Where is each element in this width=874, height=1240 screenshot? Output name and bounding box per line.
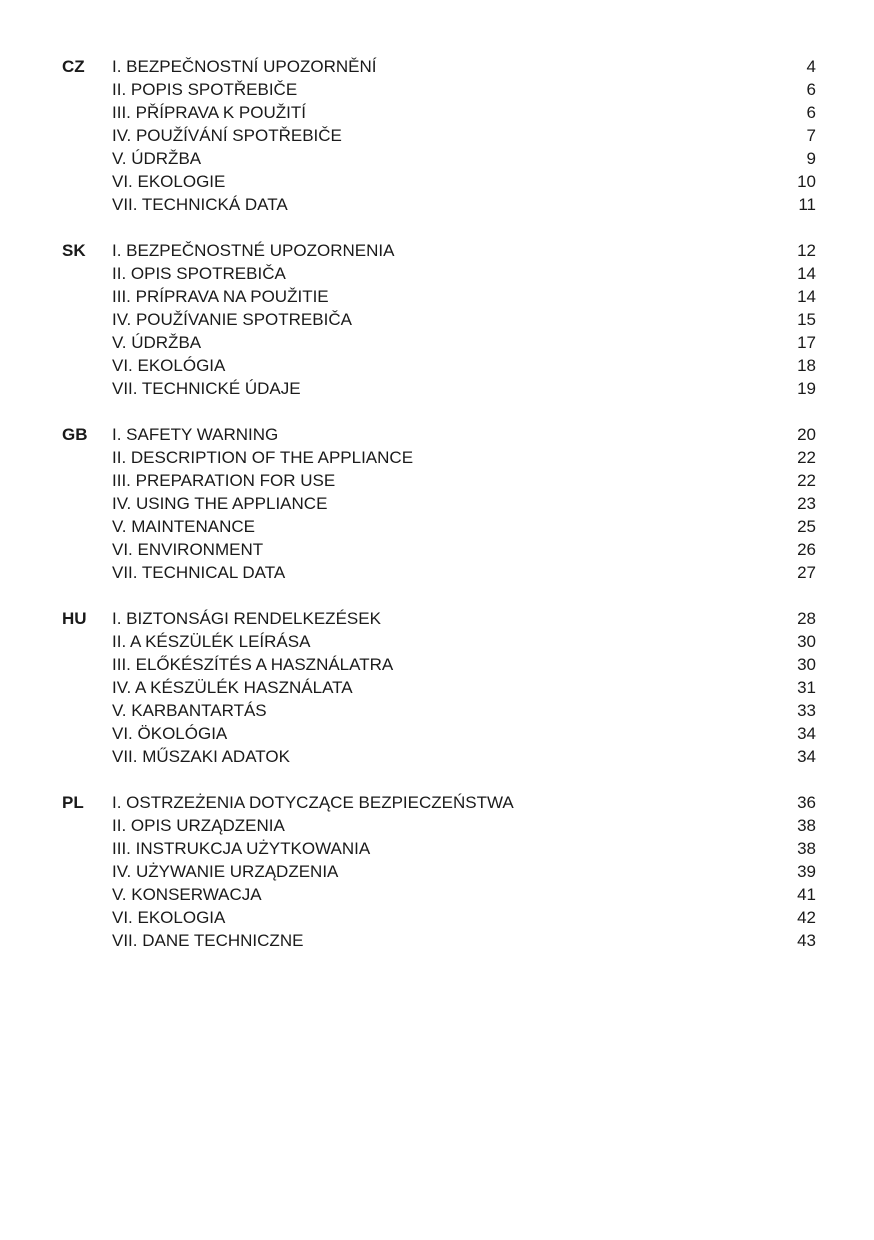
toc-entry-title: V. MAINTENANCE bbox=[112, 517, 255, 536]
toc-entry-page: 23 bbox=[797, 494, 816, 513]
toc-entry-page: 11 bbox=[798, 195, 816, 214]
section-language-code: HU bbox=[62, 609, 87, 628]
toc-entry bbox=[0, 837, 874, 860]
toc-entry-title: III. PREPARATION FOR USE bbox=[112, 471, 336, 490]
toc-entry-page: 6 bbox=[806, 103, 816, 122]
toc-entry bbox=[0, 492, 874, 515]
toc-entry-page: 9 bbox=[806, 149, 816, 168]
toc-entry bbox=[0, 515, 874, 538]
toc-entry-title: III. PRÍPRAVA NA POUŽITIE bbox=[112, 287, 329, 306]
toc-entry bbox=[0, 262, 874, 285]
toc-entry-page: 42 bbox=[797, 908, 816, 927]
toc-entry bbox=[0, 814, 874, 837]
toc-entry-title: VI. ÖKOLÓGIA bbox=[112, 724, 228, 743]
toc-entry-title: IV. USING THE APPLIANCE bbox=[112, 494, 328, 513]
toc-entry-page: 39 bbox=[797, 862, 816, 881]
toc-entry bbox=[0, 170, 874, 193]
section-language-code: GB bbox=[62, 425, 88, 444]
toc-entry-page: 33 bbox=[797, 701, 816, 720]
toc-entry-title: II. POPIS SPOTŘEBIČE bbox=[112, 80, 298, 99]
toc-entry-title: V. KARBANTARTÁS bbox=[112, 701, 267, 720]
toc-entry-title: IV. POUŽÍVÁNÍ SPOTŘEBIČE bbox=[112, 126, 342, 145]
toc-entry-title: I. OSTRZEŻENIA DOTYCZĄCE BEZPIECZEŃSTWA bbox=[112, 793, 514, 812]
toc-entry bbox=[0, 561, 874, 584]
toc-entry bbox=[0, 78, 874, 101]
toc-entry-title: I. BEZPEČNOSTNÉ UPOZORNENIA bbox=[112, 241, 395, 260]
toc-entry bbox=[0, 860, 874, 883]
toc-entry-page: 43 bbox=[797, 931, 816, 950]
toc-entry-list bbox=[0, 423, 874, 584]
toc-entry-title: VI. EKOLOGIE bbox=[112, 172, 226, 191]
toc-entry-page: 12 bbox=[797, 241, 816, 260]
toc-entry-page: 4 bbox=[806, 57, 816, 76]
toc-entry bbox=[0, 883, 874, 906]
toc-entry-title: IV. A KÉSZÜLÉK HASZNÁLATA bbox=[112, 678, 353, 697]
toc-entry-title: VI. EKOLOGIA bbox=[112, 908, 226, 927]
toc-entry-page: 34 bbox=[797, 724, 816, 743]
toc-entry-page: 38 bbox=[797, 816, 816, 835]
toc-entry bbox=[0, 193, 874, 216]
toc-entry-page: 28 bbox=[797, 609, 816, 628]
toc-entry-page: 17 bbox=[797, 333, 816, 352]
toc-entry bbox=[0, 791, 874, 814]
toc-entry-title: VII. TECHNICKÉ ÚDAJE bbox=[112, 379, 301, 398]
toc-entry bbox=[0, 538, 874, 561]
toc-entry bbox=[0, 653, 874, 676]
toc-entry bbox=[0, 101, 874, 124]
toc-entry-title: III. INSTRUKCJA UŻYTKOWANIA bbox=[112, 839, 371, 858]
toc-entry-title: IV. POUŽÍVANIE SPOTREBIČA bbox=[112, 310, 352, 329]
toc-entry bbox=[0, 239, 874, 262]
toc-entry-title: II. A KÉSZÜLÉK LEÍRÁSA bbox=[112, 632, 311, 651]
toc-entry-page: 6 bbox=[806, 80, 816, 99]
toc-entry-title: II. OPIS SPOTREBIČA bbox=[112, 264, 286, 283]
toc-entry-page: 30 bbox=[797, 655, 816, 674]
toc-entry-page: 38 bbox=[797, 839, 816, 858]
toc-entry bbox=[0, 699, 874, 722]
toc-entry-page: 18 bbox=[797, 356, 816, 375]
toc-entry-page: 20 bbox=[797, 425, 816, 444]
toc-entry bbox=[0, 377, 874, 400]
toc-entry-page: 34 bbox=[797, 747, 816, 766]
toc-entry-title: VII. TECHNICAL DATA bbox=[112, 563, 286, 582]
toc-entry bbox=[0, 285, 874, 308]
toc-entry-list bbox=[0, 607, 874, 768]
toc-entry bbox=[0, 906, 874, 929]
toc-entry bbox=[0, 55, 874, 78]
toc-entry bbox=[0, 607, 874, 630]
toc-entry-page: 7 bbox=[806, 126, 816, 145]
section-language-code: SK bbox=[62, 241, 86, 260]
toc-section-gb bbox=[0, 423, 874, 584]
toc-entry bbox=[0, 308, 874, 331]
toc-entry-title: VI. ENVIRONMENT bbox=[112, 540, 264, 559]
toc-entry-page: 22 bbox=[797, 448, 816, 467]
toc-entry bbox=[0, 124, 874, 147]
toc-entry-list bbox=[0, 55, 874, 216]
toc-section-pl bbox=[0, 791, 874, 952]
toc-section-cz bbox=[0, 55, 874, 216]
toc-entry-title: I. SAFETY WARNING bbox=[112, 425, 279, 444]
section-language-code: PL bbox=[62, 793, 84, 812]
toc-entry bbox=[0, 469, 874, 492]
toc-entry bbox=[0, 331, 874, 354]
toc-entry-page: 15 bbox=[797, 310, 816, 329]
toc-entry-title: V. ÚDRŽBA bbox=[112, 333, 202, 352]
toc-entry bbox=[0, 354, 874, 377]
toc-entry-page: 25 bbox=[797, 517, 816, 536]
toc-section-hu bbox=[0, 607, 874, 768]
toc-entry-list bbox=[0, 239, 874, 400]
toc-entry-page: 31 bbox=[797, 678, 816, 697]
toc-entry-page: 27 bbox=[797, 563, 816, 582]
toc-entry-title: II. DESCRIPTION OF THE APPLIANCE bbox=[112, 448, 414, 467]
toc-entry-page: 14 bbox=[797, 264, 816, 283]
toc-entry-title: VII. TECHNICKÁ DATA bbox=[112, 195, 288, 214]
toc-entry bbox=[0, 147, 874, 170]
toc-entry-title: II. OPIS URZĄDZENIA bbox=[112, 816, 285, 835]
toc-entry-title: IV. UŻYWANIE URZĄDZENIA bbox=[112, 862, 339, 881]
toc-entry-page: 41 bbox=[797, 885, 816, 904]
toc-entry-title: VII. DANE TECHNICZNE bbox=[112, 931, 304, 950]
toc-entry-page: 19 bbox=[797, 379, 816, 398]
toc-entry-title: VII. MŰSZAKI ADATOK bbox=[112, 747, 290, 766]
toc-entry-title: V. ÚDRŽBA bbox=[112, 149, 202, 168]
toc-entry-list bbox=[0, 791, 874, 952]
toc-entry bbox=[0, 676, 874, 699]
toc-entry-page: 22 bbox=[797, 471, 816, 490]
table-of-contents bbox=[0, 55, 874, 975]
toc-entry bbox=[0, 423, 874, 446]
toc-entry bbox=[0, 722, 874, 745]
toc-section-sk bbox=[0, 239, 874, 400]
toc-entry bbox=[0, 630, 874, 653]
section-language-code: CZ bbox=[62, 57, 85, 76]
toc-entry-page: 36 bbox=[797, 793, 816, 812]
toc-entry-title: III. ELŐKÉSZÍTÉS A HASZNÁLATRA bbox=[112, 655, 394, 674]
toc-entry-title: V. KONSERWACJA bbox=[112, 885, 262, 904]
toc-entry-page: 30 bbox=[797, 632, 816, 651]
toc-entry bbox=[0, 745, 874, 768]
toc-entry-title: I. BEZPEČNOSTNÍ UPOZORNĚNÍ bbox=[112, 57, 377, 76]
toc-entry-page: 14 bbox=[797, 287, 816, 306]
toc-entry-page: 10 bbox=[797, 172, 816, 191]
toc-entry-title: VI. EKOLÓGIA bbox=[112, 356, 226, 375]
toc-entry-page: 26 bbox=[797, 540, 816, 559]
toc-entry-title: III. PŘÍPRAVA K POUŽITÍ bbox=[112, 103, 306, 122]
toc-entry bbox=[0, 929, 874, 952]
toc-entry-title: I. BIZTONSÁGI RENDELKEZÉSEK bbox=[112, 609, 381, 628]
toc-entry bbox=[0, 446, 874, 469]
